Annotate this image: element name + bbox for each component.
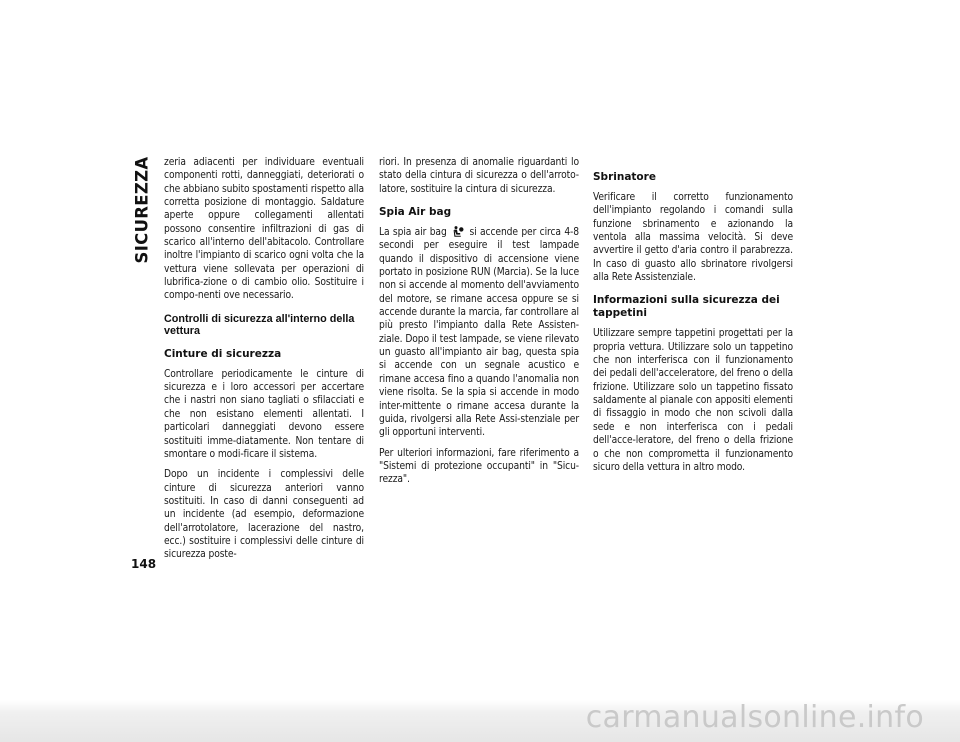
heading-floor-mats: Informazioni sulla sicurezza dei tappetini xyxy=(593,294,780,320)
airbag-text-before: La spia air bag xyxy=(379,227,447,239)
page-number: 148 xyxy=(131,557,157,571)
heading-airbag-light: Spia Air bag xyxy=(379,206,452,219)
paragraph-exhaust-check: zeria adiacenti per individuare eventuali componenti rotti, danneggiati, deteriorati o che abbiano subito spostamenti rispetto alla corretta posizione di montaggio. Saldature aperte oppure collegamenti allentati possono consentire infiltrazioni di gas di scarico all'interno dell'abitacolo. Controllare inoltre l'impianto di scarico ogni volta che la vettura viene sollevata per operazioni di lubrifica-zione o di cambio olio. Sostituire i compo-nenti ove necessario. xyxy=(164,157,364,302)
text-column-3 xyxy=(593,156,793,481)
heading-defroster: Sbrinatore xyxy=(593,171,656,183)
paragraph-seat-belt-inspection: Controllare periodicamente le cinture di sicurezza e i loro accessori per accertare che i nastri non siano tagliati o sfilacciati e che non esistano elementi allentati. I particolari danneggiati devono essere sostituiti imme-diatamente. Non tentare di smontare o modi-ficare il sistema. xyxy=(164,368,364,460)
paragraph-defroster: Verificare il corretto funzionamento dell'impianto regolando i comandi sulla funzione sbrinamento e azionando la ventola alla massima velocità. Si deve avvertire il getto d'aria contro il parabrezza. In caso di guasto allo sbrinatore rivolgersi alla Rete Assistenziale. xyxy=(593,192,793,284)
heading-seat-belts: Cinture di sicurezza xyxy=(164,347,282,360)
airbag-text-after: si accende per circa 4-8 secondi per eseguire il test lampade quando il dispositivo di accensione viene portato in posizione RUN (Marcia). Se la luce non si accende al momento dell'avviamento del motore, se rimane accesa oppure se si accende durante la marcia, far controllare al più presto l'impianto dalla Rete Assisten-ziale. Dopo il test lampade, se viene rilevato un guasto all'impianto air bag, questa spia si accende con un segnale acustico e rimane accesa fino a quando l'anomalia non viene risolta. Se la spia si accende in modo inter-mittente o rimane accesa durante la guida, rivolgersi alla Rete Assi-stenziale per gli opportuni interventi. xyxy=(379,227,579,439)
paragraph-floor-mats: Utilizzare sempre tappetini progettati per la propria vettura. Utilizzare solo un tappetino che non interferisca con il funzionamento dei pedali dell'acceleratore, del freno o della frizione. Utilizzare solo un tappetino fissato saldamente al pianale con appositi elementi di fissaggio in modo che non scivoli dalla sede e non interferisca con i pedali dell'acce-leratore, del freno o della frizione o che non comprometta il funzionamento sicuro della vettura in altro modo. xyxy=(593,328,793,473)
section-title-text: SICUREZZA xyxy=(132,156,152,264)
paragraph-seat-belt-rear: riori. In presenza di anomalie riguardanti lo stato della cintura di sicurezza o dell'arroto-latore, sostituire la cintura di sicurezza. xyxy=(379,157,579,195)
paragraph-airbag-light xyxy=(379,226,579,440)
heading-internal-safety-checks: Controlli di sicurezza all'interno della vettura xyxy=(164,312,355,338)
paragraph-seat-belt-replacement: Dopo un incidente i complessivi delle cinture di sicurezza anteriori vanno sostituiti. In caso di danni conseguenti ad un incidente (ad esempio, deformazione dell'arrotolatore, lacerazione del nastro, ecc.) sostituire i complessivi delle cinture di sicurezza poste- xyxy=(164,469,364,561)
watermark-text: carmanualsonline.info xyxy=(585,700,924,735)
text-column-1 xyxy=(164,156,364,569)
watermark-band xyxy=(0,700,960,742)
section-side-title xyxy=(130,150,154,270)
airbag-warning-icon xyxy=(452,226,464,237)
text-column-2 xyxy=(379,156,579,494)
paragraph-further-info: Per ulteriori informazioni, fare riferimento a "Sistemi di protezione occupanti" in "Sicu-rezza". xyxy=(379,447,579,486)
